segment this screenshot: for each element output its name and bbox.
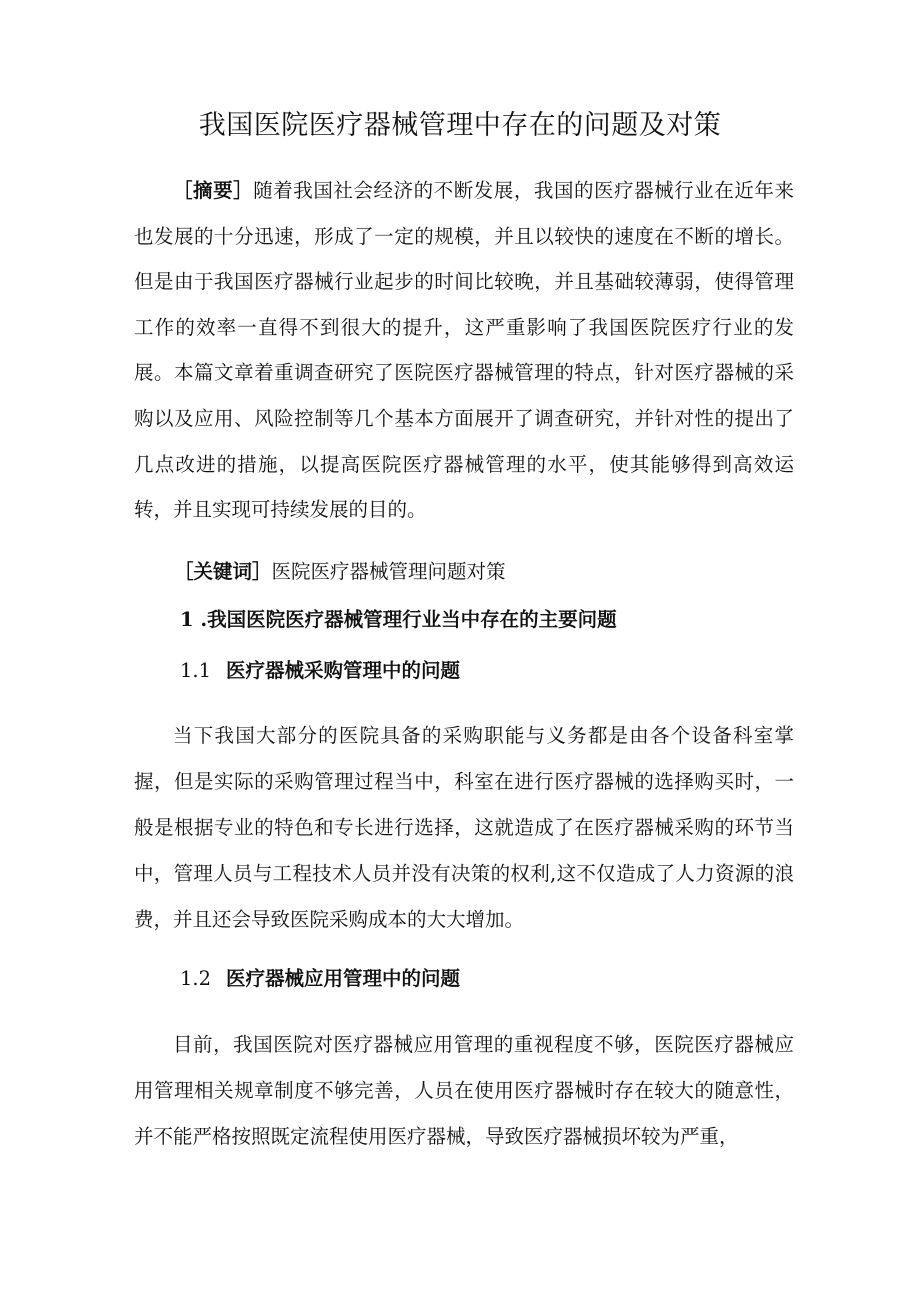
section-1-2-paragraph: 目前，我国医院对医疗器械应用管理的重视程度不够，医院医疗器械应用管理相关规章制度不够完善，人员在使用医疗器械时存在较大的随意性，并不能严格按照既定流程使用医疗器械，导致医疗器械损坏较为严重， xyxy=(134,1033,794,1148)
section-1-1-heading xyxy=(180,651,460,691)
abstract-label: ［摘要］ xyxy=(173,179,254,202)
keywords-line xyxy=(174,552,506,592)
section-1-2-title: 医疗器械应用管理中的问题 xyxy=(226,967,461,990)
section-1-heading: 1 .我国医院医疗器械管理行业当中存在的主要问题 xyxy=(180,608,617,631)
section-1-1-number: 1.1 xyxy=(180,659,212,682)
section-1-2-number: 1.2 xyxy=(180,967,212,990)
abstract-text: 随着我国社会经济的不断发展，我国的医疗器械行业在近年来也发展的十分迅速，形成了一定的规模，并且以较快的速度在不断的增长。但是由于我国医疗器械行业起步的时间比较晚，并且基础较薄弱，使得管理工作的效率一直得不到很大的提升，这严重影响了我国医院医疗行业的发展。本篇文章着重调查研究了医院医疗器械管理的特点，针对医疗器械的采购以及应用、风险控制等几个基本方面展开了调查研究，并针对性的提出了几点改进的措施，以提高医院医疗器械管理的水平，使其能够得到高效运转，并且实现可持续发展的目的。 xyxy=(134,179,794,522)
keywords-label: ［关键词］ xyxy=(174,560,272,583)
section-1-1-title: 医疗器械采购管理中的问题 xyxy=(226,659,461,682)
section-1-1-paragraph: 当下我国大部分的医院具备的采购职能与义务都是由各个设备科室掌握，但是实际的采购管理过程当中，科室在进行医疗器械的选择购买时，一般是根据专业的特色和专长进行选择，这就造成了在医疗器械采购的环节当中，管理人员与工程技术人员并没有决策的权利,这不仅造成了人力资源的浪费，并且还会导致医院采购成本的大大增加。 xyxy=(134,724,794,931)
keywords-text: 医院医疗器械管理问题对策 xyxy=(271,560,506,583)
section-1-2-heading xyxy=(180,959,460,999)
document-title: 我国医院医疗器械管理中存在的问题及对策 xyxy=(198,110,722,141)
abstract-paragraph xyxy=(134,168,794,533)
